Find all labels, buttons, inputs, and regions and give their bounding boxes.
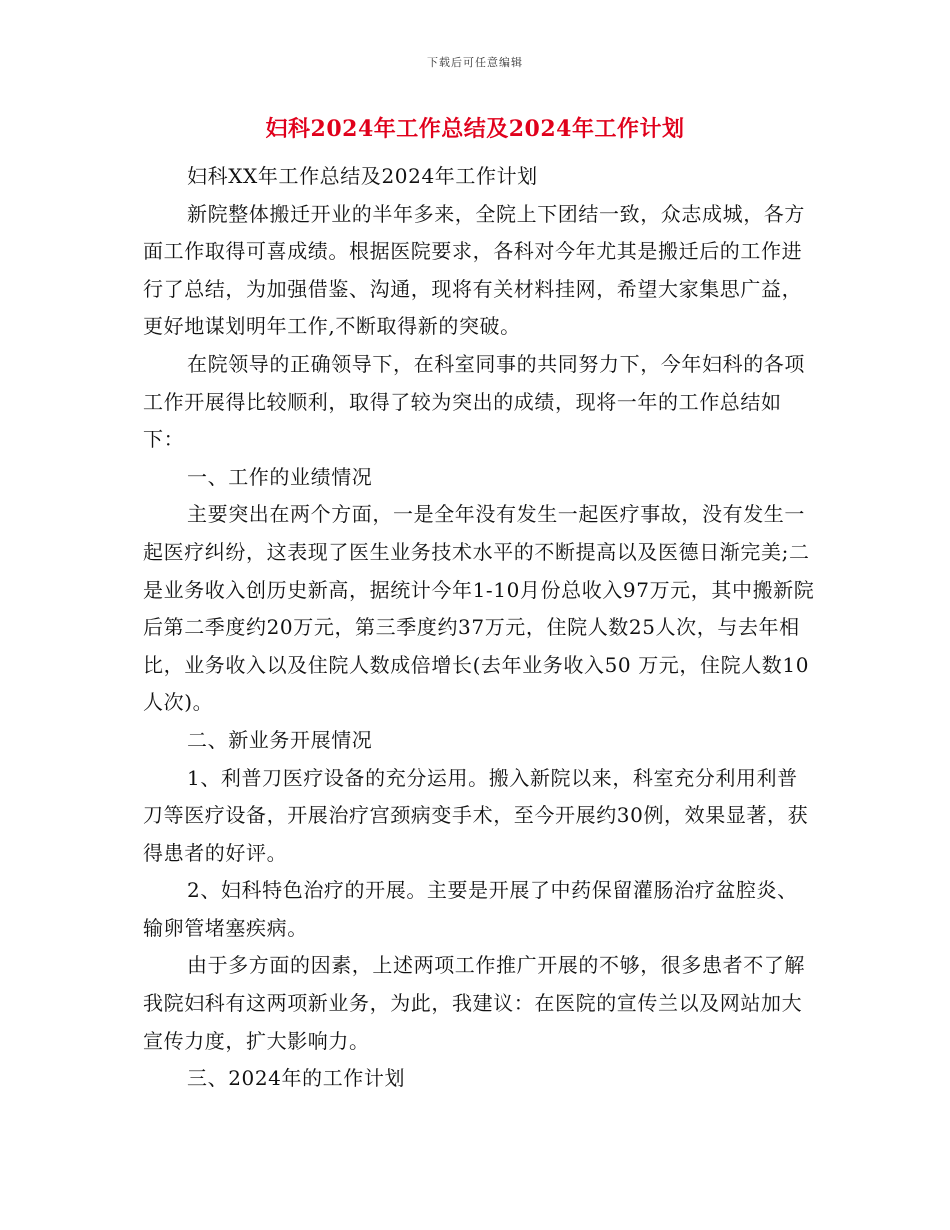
paragraph-suggestion: 由于多方面的因素，上述两项工作推广开展的不够，很多患者不了解我院妇科有这两项新业务，为此，我建议：在医院的宣传兰以及网站加大宣传力度，扩大影响力。 [143, 953, 805, 1053]
paragraph-intro: 新院整体搬迁开业的半年多来，全院上下团结一致，众志成城，各方面工作取得可喜成绩。根据医院要求，各科对今年尤其是搬迁后的工作进行了总结，为加强借鉴、沟通，现将有关材料挂网，希望大家集思广益，更好地谋划明年工作,不断取得新的突破。 [143, 201, 805, 339]
paragraph-special-treatment: 2、妇科特色治疗的开展。主要是开展了中药保留灌肠治疗盆腔炎、输卵管堵塞疾病。 [143, 878, 798, 940]
paragraph-summary-lead: 在院领导的正确领导下，在科室同事的共同努力下，今年妇科的各项工作开展得比较顺利，取得了较为突出的成绩，现将一年的工作总结如下： [143, 351, 805, 452]
section-heading-performance: 一、工作的业绩情况 [187, 464, 373, 489]
paragraph-performance: 主要突出在两个方面，一是全年没有发生一起医疗事故，没有发生一起医疗纠纷，这表现了医生业务技术水平的不断提高以及医德日渐完美;二是业务收入创历史新高，据统计今年1-10月份总收入97万元，其中搬新院后第二季度约20万元，第三季度约37万元，住院人数25人次，与去年相比，业务收入以及住院人数成倍增长(去年业务收入50 万元，住院人数10 人次)。 [143, 502, 815, 715]
document-body [143, 158, 815, 1098]
paragraph-leep-knife: 1、利普刀医疗设备的充分运用。搬入新院以来，科室充分利用利普刀等医疗设备，开展治疗宫颈病变手术，至今开展约30例，效果显著，获得患者的好评。 [143, 765, 809, 865]
section-heading-new-business: 二、新业务开展情况 [187, 727, 373, 752]
page-header-note: 下载后可任意编辑 [427, 56, 523, 69]
paragraph-subtitle: 妇科XX年工作总结及2024年工作计划 [187, 164, 538, 188]
document-title: 妇科2024年工作总结及2024年工作计划 [265, 116, 685, 142]
section-heading-work-plan: 三、2024年的工作计划 [187, 1066, 406, 1091]
